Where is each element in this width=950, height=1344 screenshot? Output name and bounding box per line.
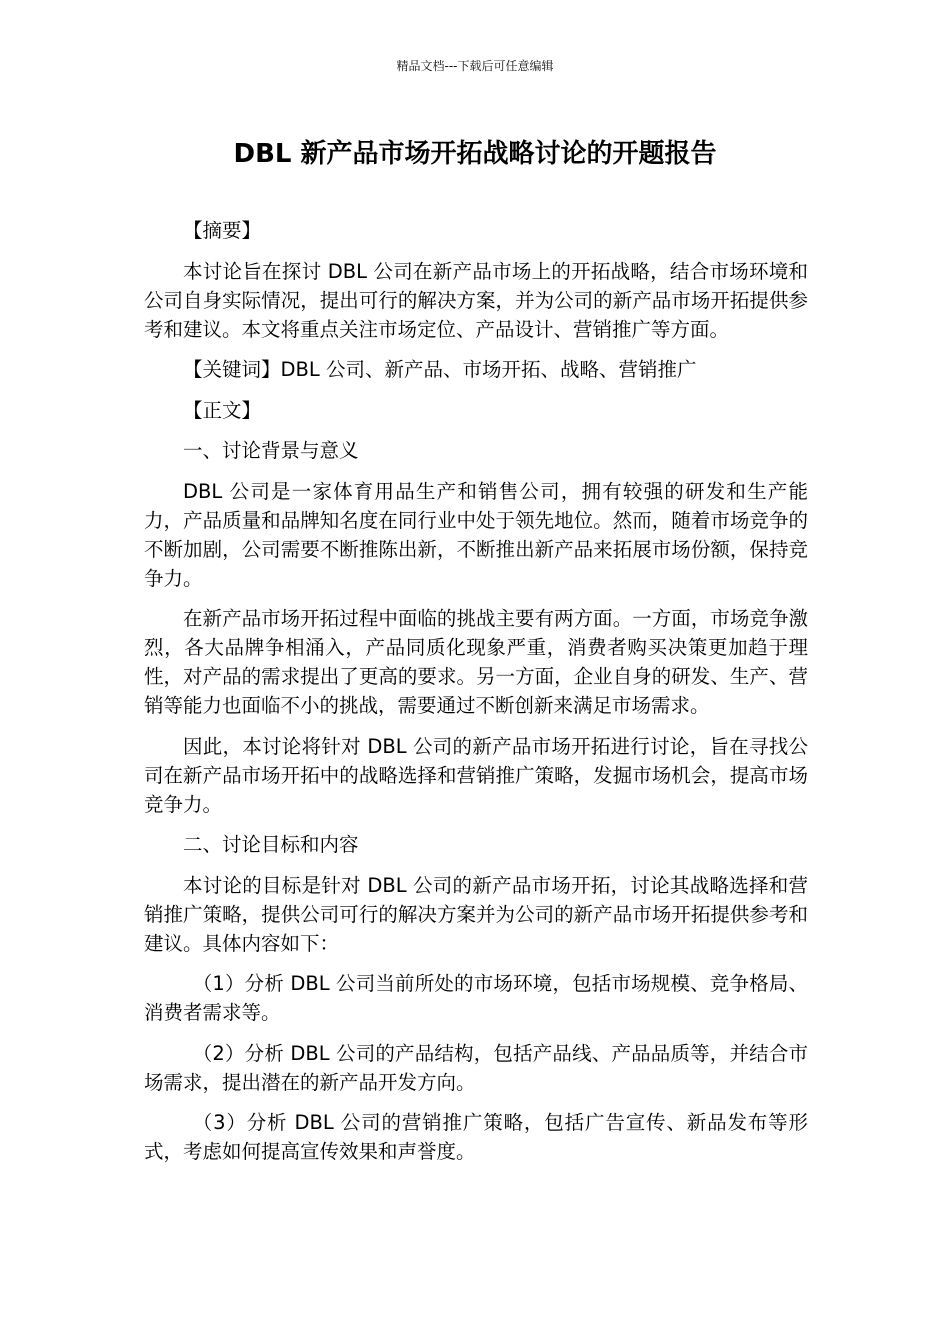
section-2-item-1: （1）分析 DBL 公司当前所处的市场环境，包括市场规模、竞争格局、消费者需求等。	[144, 972, 808, 1024]
section-1-heading: 一、讨论背景与意义	[183, 439, 359, 462]
body-heading: 【正文】	[183, 398, 262, 422]
document-body	[144, 216, 808, 1178]
section-1-paragraph-1: DBL 公司是一家体育用品生产和销售公司，拥有较强的研发和生产能力，产品质量和品牌知名度在同行业中处于领先地位。然而，随着市场竞争的不断加剧，公司需要不断推陈出新，不断推出新产品来拓展市场份额，保持竞争力。	[144, 479, 808, 590]
section-1-paragraph-3: 因此，本讨论将针对 DBL 公司的新产品市场开拓进行讨论，旨在寻找公司在新产品市场开拓中的战略选择和营销推广策略，发掘市场机会，提高市场竞争力。	[144, 734, 808, 816]
section-2-heading: 二、讨论目标和内容	[183, 833, 359, 856]
keywords-line: 【关键词】DBL 公司、新产品、市场开拓、战略、营销推广	[183, 358, 697, 381]
section-1-paragraph-2: 在新产品市场开拓过程中面临的挑战主要有两方面。一方面，市场竞争激烈，各大品牌争相涌入，产品同质化现象严重，消费者购买决策更加趋于理性，对产品的需求提出了更高的要求。另一方面，企业自身的研发、生产、营销等能力也面临不小的挑战，需要通过不断创新来满足市场需求。	[144, 607, 808, 717]
page-header-note: 精品文档---下载后可任意编辑	[396, 59, 554, 73]
document-title: DBL 新产品市场开拓战略讨论的开题报告	[233, 139, 717, 169]
abstract-paragraph: 本讨论旨在探讨 DBL 公司在新产品市场上的开拓战略，结合市场环境和公司自身实际情况，提出可行的解决方案，并为公司的新产品市场开拓提供参考和建议。本文将重点关注市场定位、产品设计、营销推广等方面。	[144, 259, 808, 341]
section-2-item-3: （3）分析 DBL 公司的营销推广策略，包括广告宣传、新品发布等形式，考虑如何提高宣传效果和声誉度。	[144, 1111, 808, 1163]
abstract-heading: 【摘要】	[183, 219, 262, 242]
section-2-paragraph-1: 本讨论的目标是针对 DBL 公司的新产品市场开拓，讨论其战略选择和营销推广策略，提供公司可行的解决方案并为公司的新产品市场开拓提供参考和建议。具体内容如下：	[144, 873, 808, 955]
section-2-item-2: （2）分析 DBL 公司的产品结构，包括产品线、产品品质等，并结合市场需求，提出潜在的新产品开发方向。	[144, 1041, 808, 1094]
